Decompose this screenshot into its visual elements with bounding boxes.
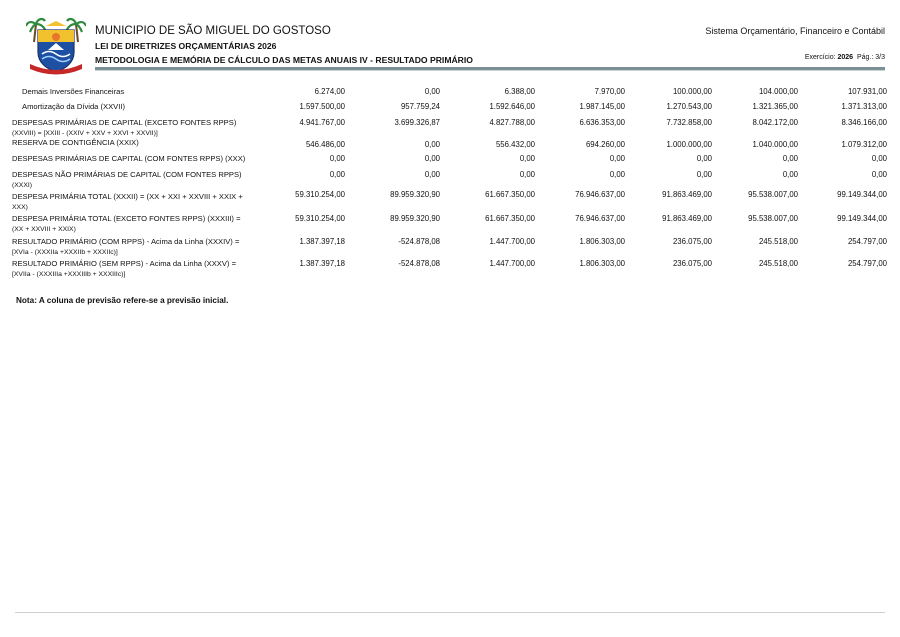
cell: 1.447.700,00 [489, 259, 535, 268]
cell: 0,00 [424, 140, 440, 149]
cell: 8.042.172,00 [752, 118, 798, 127]
law-title: LEI DE DIRETRIZES ORÇAMENTÁRIAS 2026 [95, 41, 277, 51]
cell: 7.970,00 [594, 87, 625, 96]
cell: 0,00 [519, 154, 535, 163]
row-label: DESPESAS PRIMÁRIAS DE CAPITAL (EXCETO FONTES RPPS) (XXVIII) = [XXIII - (XXIV + XXV + XXVI + XXVII)] [12, 118, 237, 137]
cell: -524.878,08 [398, 237, 440, 246]
cell: 99.149.344,00 [837, 190, 887, 199]
cell: 59.310.254,00 [295, 214, 345, 223]
cell: 1.597.500,00 [299, 102, 345, 111]
cell: 1.079.312,00 [841, 140, 887, 149]
cell: 236.075,00 [672, 237, 712, 246]
cell: 0,00 [329, 170, 345, 179]
cell: 3.699.326,87 [394, 118, 440, 127]
cell: 245.518,00 [758, 237, 798, 246]
cell: 95.538.007,00 [748, 190, 798, 199]
municipality-name: MUNICIPIO DE SÃO MIGUEL DO GOSTOSO [95, 25, 331, 37]
cell: 104.000,00 [758, 87, 798, 96]
cell: 957.759,24 [400, 102, 440, 111]
cell: 107.931,00 [847, 87, 887, 96]
cell: 61.667.350,00 [485, 190, 535, 199]
cell: 0,00 [424, 154, 440, 163]
row-label: Amortização da Dívida (XXVII) [22, 102, 125, 111]
cell: 7.732.858,00 [666, 118, 712, 127]
row-label: RESERVA DE CONTIGÊNCIA (XXIX) [12, 138, 139, 147]
cell: 76.946.637,00 [575, 190, 625, 199]
header-divider-light [95, 70, 885, 71]
cell: 0,00 [519, 170, 535, 179]
cell: 1.387.397,18 [299, 259, 345, 268]
cell: 91.863.469,00 [662, 190, 712, 199]
page-number: Pág.: 3/3 [856, 54, 885, 61]
cell: 0,00 [424, 170, 440, 179]
cell: 0,00 [696, 154, 712, 163]
cell: 1.806.303,00 [579, 259, 625, 268]
cell: 6.274,00 [314, 87, 345, 96]
cell: 0,00 [329, 154, 345, 163]
cell: 89.959.320,90 [390, 214, 440, 223]
cell: 76.946.637,00 [575, 214, 625, 223]
cell: 254.797,00 [847, 259, 887, 268]
cell: 1.270.543,00 [666, 102, 712, 111]
cell: 0,00 [782, 154, 798, 163]
exercise-year: 2026 [837, 54, 854, 61]
row-label: DESPESAS PRIMÁRIAS DE CAPITAL (COM FONTES RPPS) (XXX) [12, 154, 246, 163]
row-label: DESPESAS NÃO PRIMÁRIAS DE CAPITAL (COM FONTES RPPS) (XXXI) [12, 170, 242, 189]
exercise-info [805, 54, 885, 61]
cell: 236.075,00 [672, 259, 712, 268]
cell: 89.959.320,90 [390, 190, 440, 199]
cell: 1.387.397,18 [299, 237, 345, 246]
cell: 6.388,00 [504, 87, 535, 96]
system-name: Sistema Orçamentário, Financeiro e Contábil [705, 26, 885, 36]
footer-divider [15, 612, 885, 613]
cell: 1.592.646,00 [489, 102, 535, 111]
cell: 99.149.344,00 [837, 214, 887, 223]
cell: 1.806.303,00 [579, 237, 625, 246]
exercise-label: Exercício: [804, 54, 836, 61]
cell: 0,00 [424, 87, 440, 96]
row-label: RESULTADO PRIMÁRIO (SEM RPPS) - Acima da Linha (XXXV) = [XVIIa - (XXXIIIa +XXXIIIb + XXXIIIc)] [12, 259, 237, 278]
cell: 61.667.350,00 [485, 214, 535, 223]
cell: 59.310.254,00 [295, 190, 345, 199]
cell: 4.827.788,00 [489, 118, 535, 127]
cell: 1.371.313,00 [841, 102, 887, 111]
row-label: Demais Inversões Financeiras [22, 87, 125, 96]
cell: 0,00 [782, 170, 798, 179]
cell: 0,00 [609, 154, 625, 163]
cell: 1.040.000,00 [752, 140, 798, 149]
report-title: METODOLOGIA E MEMÓRIA DE CÁLCULO DAS METAS ANUAIS IV - RESULTADO PRIMÁRIO [95, 55, 473, 65]
cell: -524.878,08 [398, 259, 440, 268]
cell: 694.260,00 [585, 140, 625, 149]
cell: 1.987.145,00 [579, 102, 625, 111]
cell: 1.447.700,00 [489, 237, 535, 246]
report-header [0, 0, 900, 80]
cell: 0,00 [696, 170, 712, 179]
cell: 0,00 [871, 170, 887, 179]
footnote: Nota: A coluna de previsão refere-se a previsão inicial. [16, 296, 229, 305]
municipal-coat-of-arms-icon [26, 16, 86, 76]
row-label: DESPESA PRIMÁRIA TOTAL (XXXII) = (XX + XXI + XXVIII + XXIX + XXX) [12, 192, 243, 211]
cell: 254.797,00 [847, 237, 887, 246]
cell: 0,00 [871, 154, 887, 163]
cell: 100.000,00 [672, 87, 712, 96]
cell: 95.538.007,00 [748, 214, 798, 223]
cell: 4.941.767,00 [299, 118, 345, 127]
cell: 1.321.365,00 [752, 102, 798, 111]
row-label: RESULTADO PRIMÁRIO (COM RPPS) - Acima da Linha (XXXIV) = [XVIa - (XXXIIa +XXXIIb + XXXIIc)] [12, 237, 240, 256]
cell: 245.518,00 [758, 259, 798, 268]
cell: 556.432,00 [495, 140, 535, 149]
cell: 6.636.353,00 [579, 118, 625, 127]
cell: 546.486,00 [305, 140, 345, 149]
cell: 1.000.000,00 [666, 140, 712, 149]
row-label: DESPESA PRIMÁRIA TOTAL (EXCETO FONTES RPPS) (XXXIII) = (XX + XXVIII + XXIX) [12, 214, 241, 233]
cell: 91.863.469,00 [662, 214, 712, 223]
cell: 8.346.166,00 [841, 118, 887, 127]
cell: 0,00 [609, 170, 625, 179]
